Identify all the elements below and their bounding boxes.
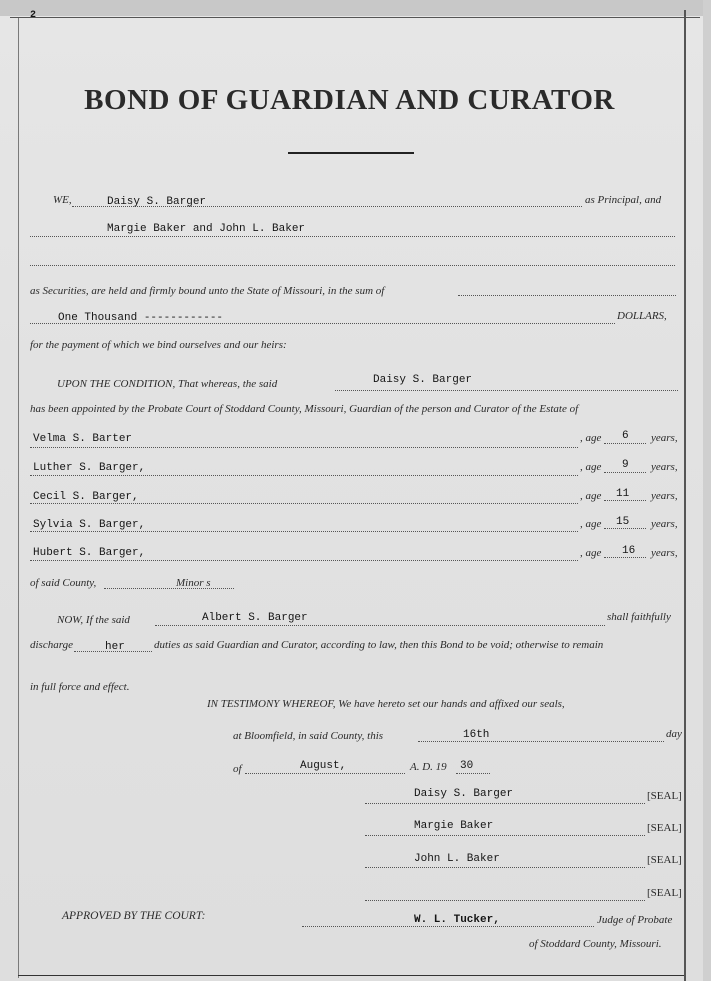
signature-line — [365, 835, 645, 836]
minor-status: Minor s — [176, 577, 211, 589]
judge-name: W. L. Tucker, — [414, 914, 500, 926]
ad-label: A. D. 19 — [410, 761, 447, 773]
day-label: day — [666, 728, 682, 740]
condition-name: Daisy S. Barger — [373, 374, 473, 386]
seal-label: [SEAL] — [647, 822, 682, 834]
minor-age: 9 — [622, 459, 629, 471]
minor-age: 11 — [616, 488, 630, 500]
minor-age: 15 — [616, 516, 630, 528]
duties-clause: duties as said Guardian and Curator, according to law, then this Bond to be void; otherwise to remain — [154, 639, 604, 651]
years-label: years, — [651, 461, 678, 473]
page-top-border — [10, 17, 700, 18]
minor-line — [30, 447, 578, 448]
judge-title: Judge of Probate — [597, 914, 673, 926]
minor-age: 6 — [622, 430, 629, 442]
age-label: , age — [580, 490, 602, 502]
minor-line — [30, 475, 578, 476]
minor-line — [30, 531, 578, 532]
now-name: Albert S. Barger — [202, 612, 308, 624]
signature-line — [365, 803, 645, 804]
page-right-border — [684, 10, 686, 981]
signature-line — [365, 867, 645, 868]
minor-name: Hubert S. Barger, — [33, 547, 146, 559]
full-force-label: in full force and effect. — [30, 681, 130, 693]
day-line — [418, 741, 664, 742]
as-principal-label: as Principal, and — [585, 194, 662, 206]
now-label: NOW, If the said — [57, 614, 130, 626]
minor-status-line — [104, 588, 234, 589]
page-bottom-border — [18, 975, 684, 976]
document-title: BOND OF GUARDIAN AND CURATOR — [84, 84, 615, 116]
page-left-border — [18, 18, 19, 978]
pronoun: her — [105, 641, 125, 653]
minor-name: Sylvia S. Barger, — [33, 519, 146, 531]
corner-mark: 2 — [30, 10, 37, 21]
page-top-edge — [0, 0, 711, 16]
testimony-label: IN TESTIMONY WHEREOF, We have hereto set our hands and affixed our seals, — [207, 698, 565, 710]
signature-name: Daisy S. Barger — [414, 788, 514, 800]
securities-clause: as Securities, are held and firmly bound unto the State of Missouri, in the sum of — [30, 285, 385, 297]
years-label: years, — [651, 432, 678, 444]
appointment-clause: has been appointed by the Probate Court of Stoddard County, Missouri, Guardian of the person and Curator of the Estate of — [30, 403, 579, 415]
year-line — [456, 773, 490, 774]
now-line — [155, 625, 605, 626]
condition-label: UPON THE CONDITION, That whereas, the said — [57, 378, 278, 390]
minor-age: 16 — [622, 545, 636, 557]
securities-names: Margie Baker and John L. Baker — [107, 223, 306, 235]
payment-clause: for the payment of which we bind ourselves and our heirs: — [30, 339, 287, 351]
age-line — [604, 472, 646, 473]
minor-name: Luther S. Barger, — [33, 462, 146, 474]
month-value: August, — [300, 760, 347, 772]
approved-label: APPROVED BY THE COURT: — [62, 910, 206, 922]
sum-words: One Thousand ------------ — [58, 312, 224, 324]
shall-faithfully-label: shall faithfully — [607, 611, 671, 623]
minor-line — [30, 560, 578, 561]
age-label: , age — [580, 461, 602, 473]
age-label: , age — [580, 432, 602, 444]
page-right-edge — [703, 0, 711, 981]
condition-line — [335, 390, 678, 391]
year-value: 30 — [460, 760, 474, 772]
age-line — [604, 443, 646, 444]
minor-name: Cecil S. Barger, — [33, 491, 139, 503]
sum-line-a — [458, 295, 676, 296]
signature-name: John L. Baker — [414, 853, 500, 865]
years-label: years, — [651, 490, 678, 502]
dollars-label: DOLLARS, — [617, 310, 667, 322]
title-rule — [288, 152, 414, 154]
years-label: years, — [651, 518, 678, 530]
signature-name: Margie Baker — [414, 820, 494, 832]
we-label: WE, — [53, 194, 72, 206]
of-label: of — [233, 763, 242, 775]
seal-label: [SEAL] — [647, 854, 682, 866]
minor-line — [30, 503, 578, 504]
years-label: years, — [651, 547, 678, 559]
seal-label: [SEAL] — [647, 790, 682, 802]
month-line — [245, 773, 405, 774]
minor-name: Velma S. Barter — [33, 433, 133, 445]
at-bloomfield-label: at Bloomfield, in said County, this — [233, 730, 384, 742]
securities-blank-line — [30, 265, 675, 266]
age-label: , age — [580, 518, 602, 530]
age-line — [604, 528, 646, 529]
discharge-label: discharge — [30, 639, 73, 651]
principal-name: Daisy S. Barger — [107, 196, 207, 208]
age-label: , age — [580, 547, 602, 559]
age-line — [604, 500, 646, 501]
age-line — [604, 557, 646, 558]
securities-line — [30, 236, 675, 237]
judge-line — [302, 926, 594, 927]
of-said-county-label: of said County, — [30, 577, 97, 589]
signature-line — [365, 900, 645, 901]
day-value: 16th — [463, 729, 490, 741]
judge-county: of Stoddard County, Missouri. — [529, 938, 662, 950]
seal-label: [SEAL] — [647, 887, 682, 899]
